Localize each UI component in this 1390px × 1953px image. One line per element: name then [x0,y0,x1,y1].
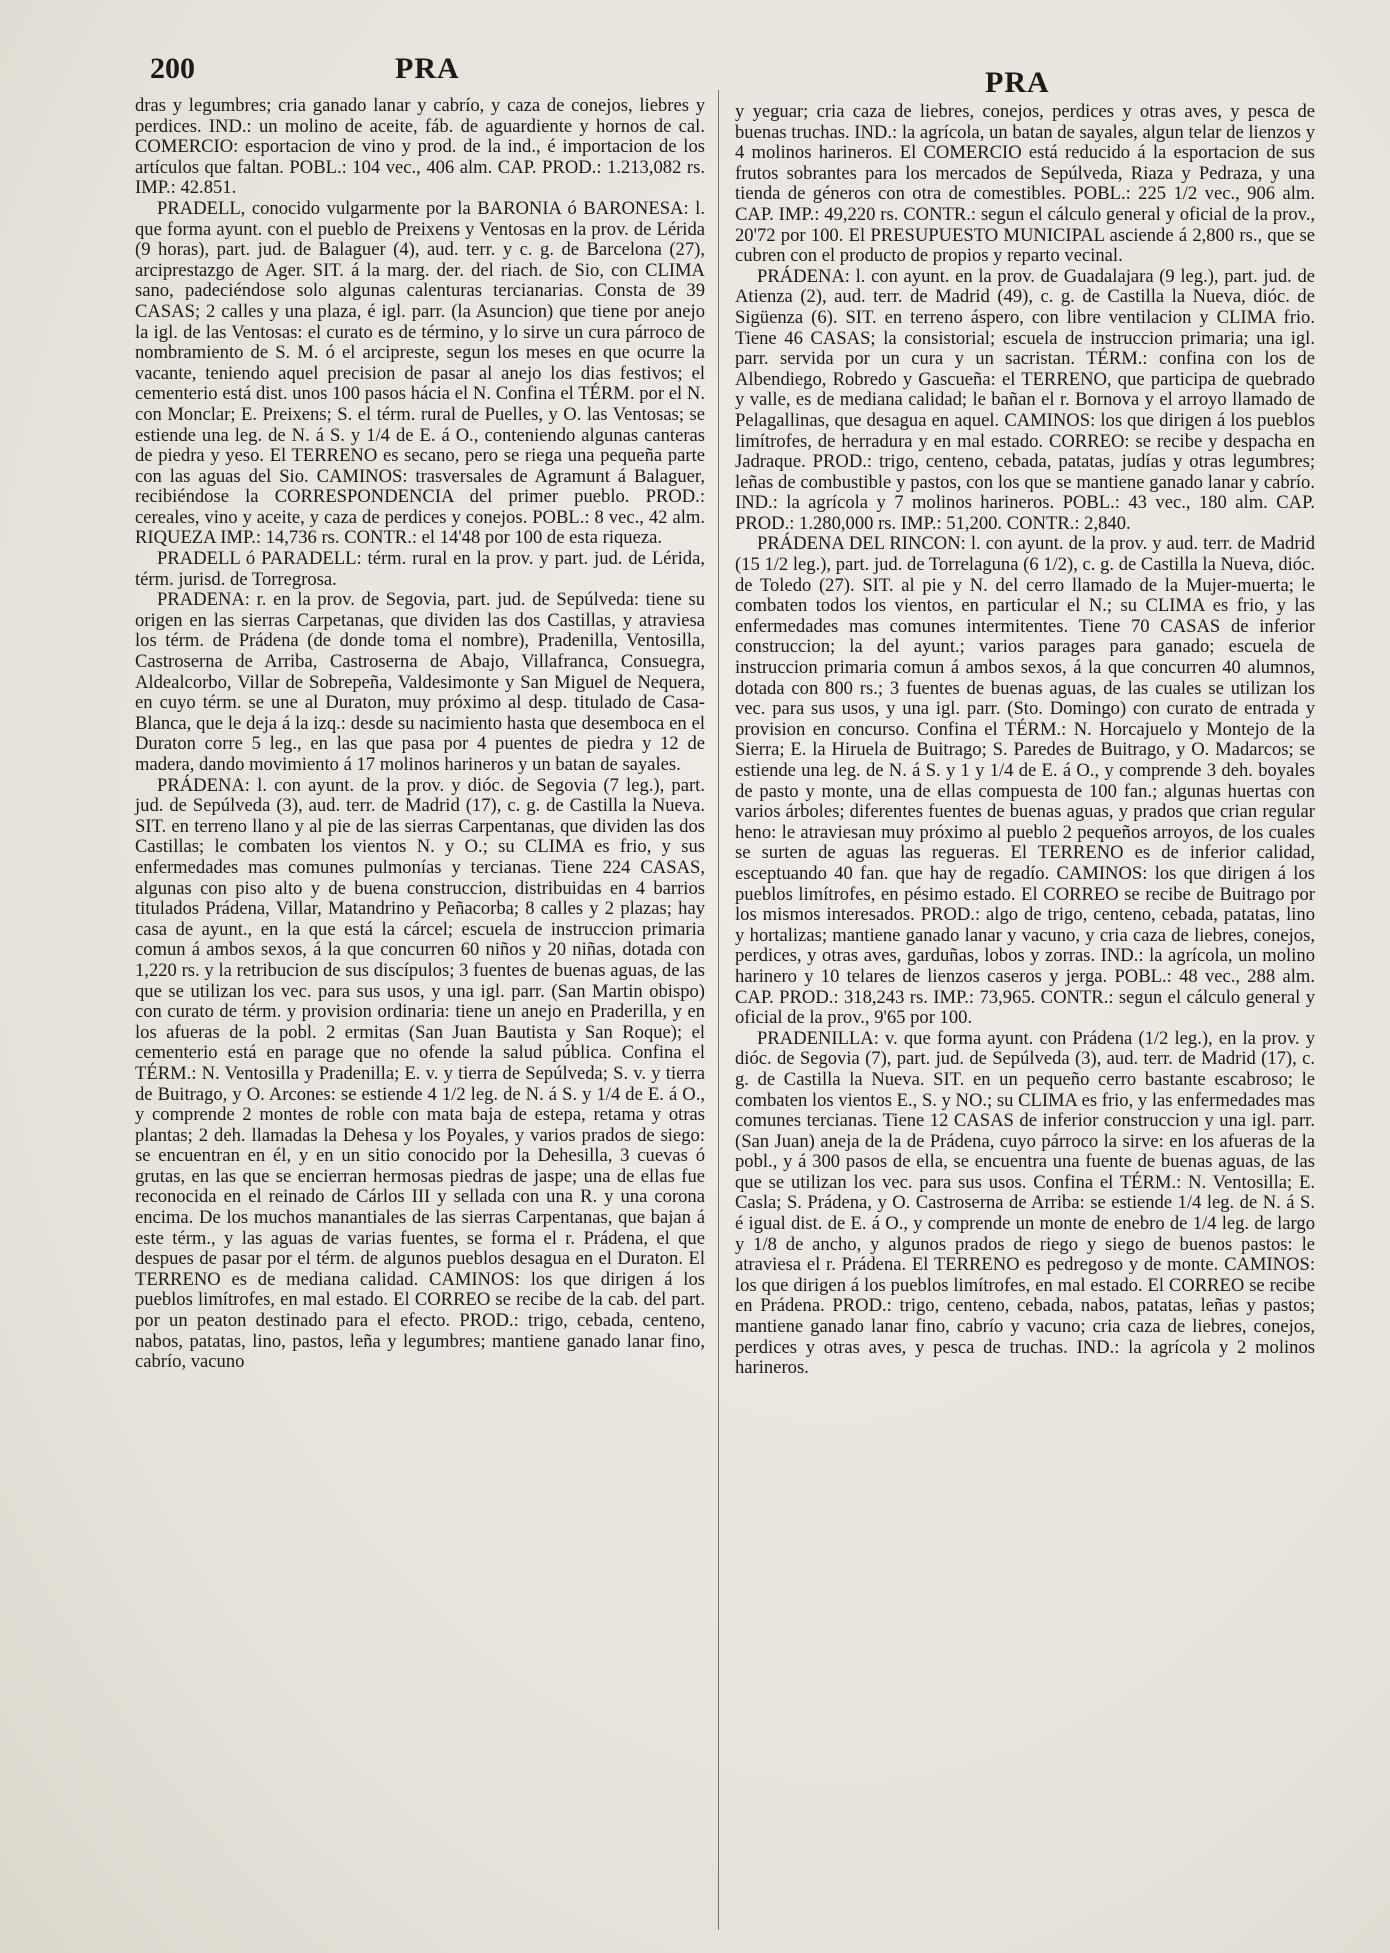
entry-pradena-guadalajara: PRÁDENA: l. con ayunt. en la prov. de Guadalajara (9 leg.), part. jud. de Atienza (2), aud. terr. de Madrid (49), c. g. de Castilla la Nueva, dióc. de Sigüenza (6). SIT. en terreno áspero, con libre ventilacion y CLIMA frio. Tiene 46 CASAS; la consistorial; escuela de instruccion primaria; una igl. parr. servida por un cura y un sacristan. TÉRM.: confina con los de Albendiego, Robredo y Gascueña: el TERRENO, que participa de quebrado y valle, es de mediana calidad; le bañan el r. Bornova y el arroyo llamado de Pelagallinas, que desagua en aquel. CAMINOS: los que dirigen á los pueblos limítrofes, de herradura y en mal estado. CORREO: se recibe y despacha en Jadraque. PROD.: trigo, centeno, cebada, patatas, judías y otras legumbres; leñas de combustible y pastos, con los que se mantiene ganado lanar y cabrío. IND.: la agrícola y 7 molinos harineros. POBL.: 43 vec., 180 alm. CAP. PROD.: 1.280,000 rs. IMP.: 51,200. CONTR.: 2,840. [735,265,1315,534]
running-head-left: PRA [395,52,460,85]
entry-continuation: dras y legumbres; cria ganado lanar y cabrío, y caza de conejos, liebres y perdices. IND.: un molino de aceite, fáb. de aguardiente y hornos de cal. COMERCIO: esportacion de vino y prod. de la ind., é importacion de los artículos que faltan. POBL.: 104 vec., 406 alm. CAP. PROD.: 1.213,082 rs. IMP.: 42.851. [135,95,705,199]
entry-pradena-del-rincon: PRÁDENA DEL RINCON: l. con ayunt. de la prov. y aud. terr. de Madrid (15 1/2 leg.), part. jud. de Torrelaguna (6 1/2), c. g. de Castilla la Nueva, dióc. de Toledo (27). SIT. al pie y N. del cerro llamado de la Mujer-muerta; le combaten todos los vientos, en particular el N.; su CLIMA es frio, y las enfermedades mas comunes intermitentes. Tiene 70 CASAS de inferior construccion; la del ayunt.; varios parages para ganado; escuela de instruccion primaria comun á ambos sexos, á la que concurren 40 alumnos, dotada con 800 rs.; 3 fuentes de buenas aguas, de las cuales se utilizan los vec. para sus usos, y una igl. parr. (Sto. Domingo) con curato de entrada y provision en concurso. Confina el TÉRM.: N. Horcajuelo y Montejo de la Sierra; E. la Hiruela de Buitrago; S. Paredes de Buitrago, y O. Madarcos; se estiende una leg. de N. á S. y 1 y 1/4 de E. á O., y comprende 3 deh. boyales de pasto y monte, una de ellas compuesta de 100 fan.; algunas huertas con varios árboles; diferentes fuentes de buenas aguas, y prados que crian regular heno: le atraviesan muy próximo al pueblo 2 pequeños arroyos, de los cuales se surten de aguas las regueras. El TERRENO es de inferior calidad, esceptuando 40 fan. que hay de regadío. CAMINOS: los que dirigen á los pueblos limítrofes, en pésimo estado. El CORREO se recibe de Buitrago por los mismos interesados. PROD.: algo de trigo, centeno, cebada, patatas, lino y hortalizas; mantiene ganado lanar y vacuno, y cria caza de liebres, conejos, perdices, y otras aves, garduñas, lobos y zorras. IND.: la agrícola, un molino harinero y 10 telares de lienzos caseros y jerga. POBL.: 48 vec., 288 alm. CAP. PROD.: 318,243 rs. IMP.: 73,965. CONTR.: segun el cálculo general y oficial de la prov., 9'65 por 100. [735,533,1315,1029]
left-column [135,96,705,1373]
entry-pradena-segovia: PRÁDENA: l. con ayunt. de la prov. y dióc. de Segovia (7 leg.), part. jud. de Sepúlveda (3), aud. terr. de Madrid (17), c. g. de Castilla la Nueva. SIT. en terreno llano y al pie de las sierras Carpentanas, que dividen las dos Castillas; le combaten los vientos N. y O.; su CLIMA es frio, y sus enfermedades mas comunes pulmonías y tercianas. Tiene 224 CASAS, algunas con piso alto y de buena construccion, distribuidas en 4 barrios titulados Prádena, Villar, Matandrino y Peñacorba; 8 calles y 2 plazas; hay casa de ayunt., en la que está la cárcel; escuela de instruccion primaria comun á ambos sexos, á la que concurren 60 niños y 20 niñas, dotada con 1,220 rs. y la retribucion de sus discípulos; 3 fuentes de buenas aguas, de las que se utilizan los vec. para sus usos, y una igl. parr. (San Martin obispo) con curato de térm. y provision ordinaria: tiene un anejo en Praderilla, y en los afueras de la pobl. 2 ermitas (San Juan Bautista y San Roque); el cementerio está en parage que no ofende la salud pública. Confina el TÉRM.: N. Ventosilla y Pradenilla; E. v. y tierra de Sepúlveda; S. v. y tierra de Buitrago, y O. Arcones: se estiende 4 1/2 leg. de N. á S. y 1/4 de E. á O., y comprende 2 montes de roble con mata baja de estepa, retama y otras plantas; 2 deh. llamadas la Dehesa y los Poyales, y varios prados de siego: se encuentran en él, y en un sitio conocido por la Dehesilla, 3 cuevas ó grutas, en las que se encierran hermosas piedras de jaspe; una de ellas fue reconocida en el reinado de Cárlos III y sellada con una R. y una corona encima. De los muchos manantiales de las sierras Carpentanas, que bajan á este térm., y las aguas de varias fuentes, se forma el r. Prádena, el que despues de pasar por el térm. de algunos pueblos desagua en el Duraton. El TERRENO es de mediana calidad. CAMINOS: los que dirigen á los pueblos limítrofes, en mal estado. El CORREO se recibe de la cab. del part. por un peaton destinado para el efecto. PROD.: trigo, cebada, centeno, nabos, patatas, lino, pastos, leña y legumbres; mantiene ganado lanar fino, cabrío, vacuno [135,774,705,1373]
entry-pradell-paradell: PRADELL ó PARADELL: térm. rural en la prov. y part. jud. de Lérida, térm. jurisd. de Torregrosa. [135,548,705,590]
column-divider [718,90,719,1930]
entry-continuation: y yeguar; cria caza de liebres, conejos, perdices y otras aves, y pesca de buenas truchas. IND.: la agrícola, un batan de sayales, algun telar de lienzos y 4 molinos harineros. El COMERCIO está reducido á la esportacion de sus frutos sobrantes para los mercados de Sepúlveda, Riaza y Pedraza, y una tienda de géneros con otra de comestibles. POBL.: 225 1/2 vec., 906 alm. CAP. IMP.: 49,220 rs. CONTR.: segun el cálculo general y oficial de la prov., 20'72 por 100. El PRESUPUESTO MUNICIPAL asciende á 2,800 rs., que se cubren con el producto de propios y reparto vecinal. [735,101,1315,267]
running-head-right: PRA [985,66,1050,99]
entry-pradell: PRADELL, conocido vulgarmente por la BARONIA ó BARONESA: l. que forma ayunt. con el pueblo de Preixens y Ventosas en la prov. de Lérida (9 horas), part. jud. de Balaguer (4), aud. terr. y c. g. de Barcelona (27), arciprestazgo de Ager. SIT. á la marg. der. del riach. de Sio, con CLIMA sano, padeciéndose solo algunas calenturas tercianarias. Consta de 39 CASAS; 2 calles y una plaza, é igl. parr. (la Asuncion) que tiene por anejo la igl. de las Ventosas: el curato es de término, y lo sirve un cura párroco de nombramiento de S. M. ó el arcipreste, segun los meses en que ocurre la vacante, teniendo aquel precision de pasar al anejo los dias festivos; el cementerio está dist. unos 100 pasos hácia el N. Confina el TÉRM. por el N. con Monclar; E. Preixens; S. el térm. rural de Puelles, y O. las Ventosas; se estiende una leg. de N. á S. y 1/4 de E. á O., conteniendo algunas canteras de piedra y yeso. El TERRENO es secano, pero se riega una pequeña parte con las aguas del Sio. CAMINOS: trasversales de Agramunt á Balaguer, recibiéndose la CORRESPONDENCIA del primer pueblo. PROD.: cereales, vino y aceite, y caza de perdices y conejos. POBL.: 8 vec., 42 alm. RIQUEZA IMP.: 14,736 rs. CONTR.: el 14'48 por 100 de esta riqueza. [135,197,705,549]
entry-pradena-river: PRADENA: r. en la prov. de Segovia, part. jud. de Sepúlveda: tiene su origen en las sierras Carpetanas, que dividen las dos Castillas, y atraviesa los térm. de Prádena (de donde toma el nombre), Pradenilla, Ventosilla, Castroserna de Arriba, Castroserna de Abajo, Villafranca, Consuegra, Aldealcorbo, Villar de Sobrepeña, Valdesimonte y San Miguel de Nequera, en cuyo térm. se une al Duraton, muy próximo al desp. titulado de Casa-Blanca, que le deja á la izq.: desde su nacimiento hasta que desemboca en el Duraton corre 5 leg., en las que pasa por 4 puentes de piedra y 12 de madera, dando movimiento á 17 molinos harineros y un batan de sayales. [135,589,705,775]
entry-pradenilla: PRADENILLA: v. que forma ayunt. con Prádena (1/2 leg.), en la prov. y dióc. de Segovia (7), part. jud. de Sepúlveda (3), aud. terr. de Madrid (17), c. g. de Castilla la Nueva. SIT. en un pequeño cerro bastante escabroso; le combaten los vientos E., S. y NO.; su CLIMA es frio, y las enfermedades mas comunes tercianas. Tiene 12 CASAS de inferior construccion y una igl. parr. (San Juan) aneja de la de Prádena, cuyo párroco la sirve: en los afueras de la pobl., y á 300 pasos de ella, se encuentra una fuente de buenas aguas, de las que se utilizan los vec. para sus usos. Confina el TÉRM.: N. Ventosilla; E. Casla; S. Prádena, y O. Castroserna de Arriba: se estiende 1/4 leg. de N. á S. é igual dist. de E. á O., y comprende un monte de enebro de 1/4 leg. de largo y 1/8 de ancho, y algunos prados de riego y siego de buenos pastos: le atraviesa el r. Prádena. El TERRENO es pedregoso y de monte. CAMINOS: los que dirigen á los pueblos limítrofes, en mal estado. El CORREO se recibe en Prádena. PROD.: trigo, centeno, cebada, nabos, patatas, leñas y pastos; mantiene ganado lanar fino, cabrío y vacuno; cria caza de liebres, conejos, perdices y otras aves, y pesca de truchas. IND.: la agrícola y 2 molinos harineros. [735,1027,1315,1379]
page-number: 200 [150,52,195,85]
right-column [735,102,1315,1379]
